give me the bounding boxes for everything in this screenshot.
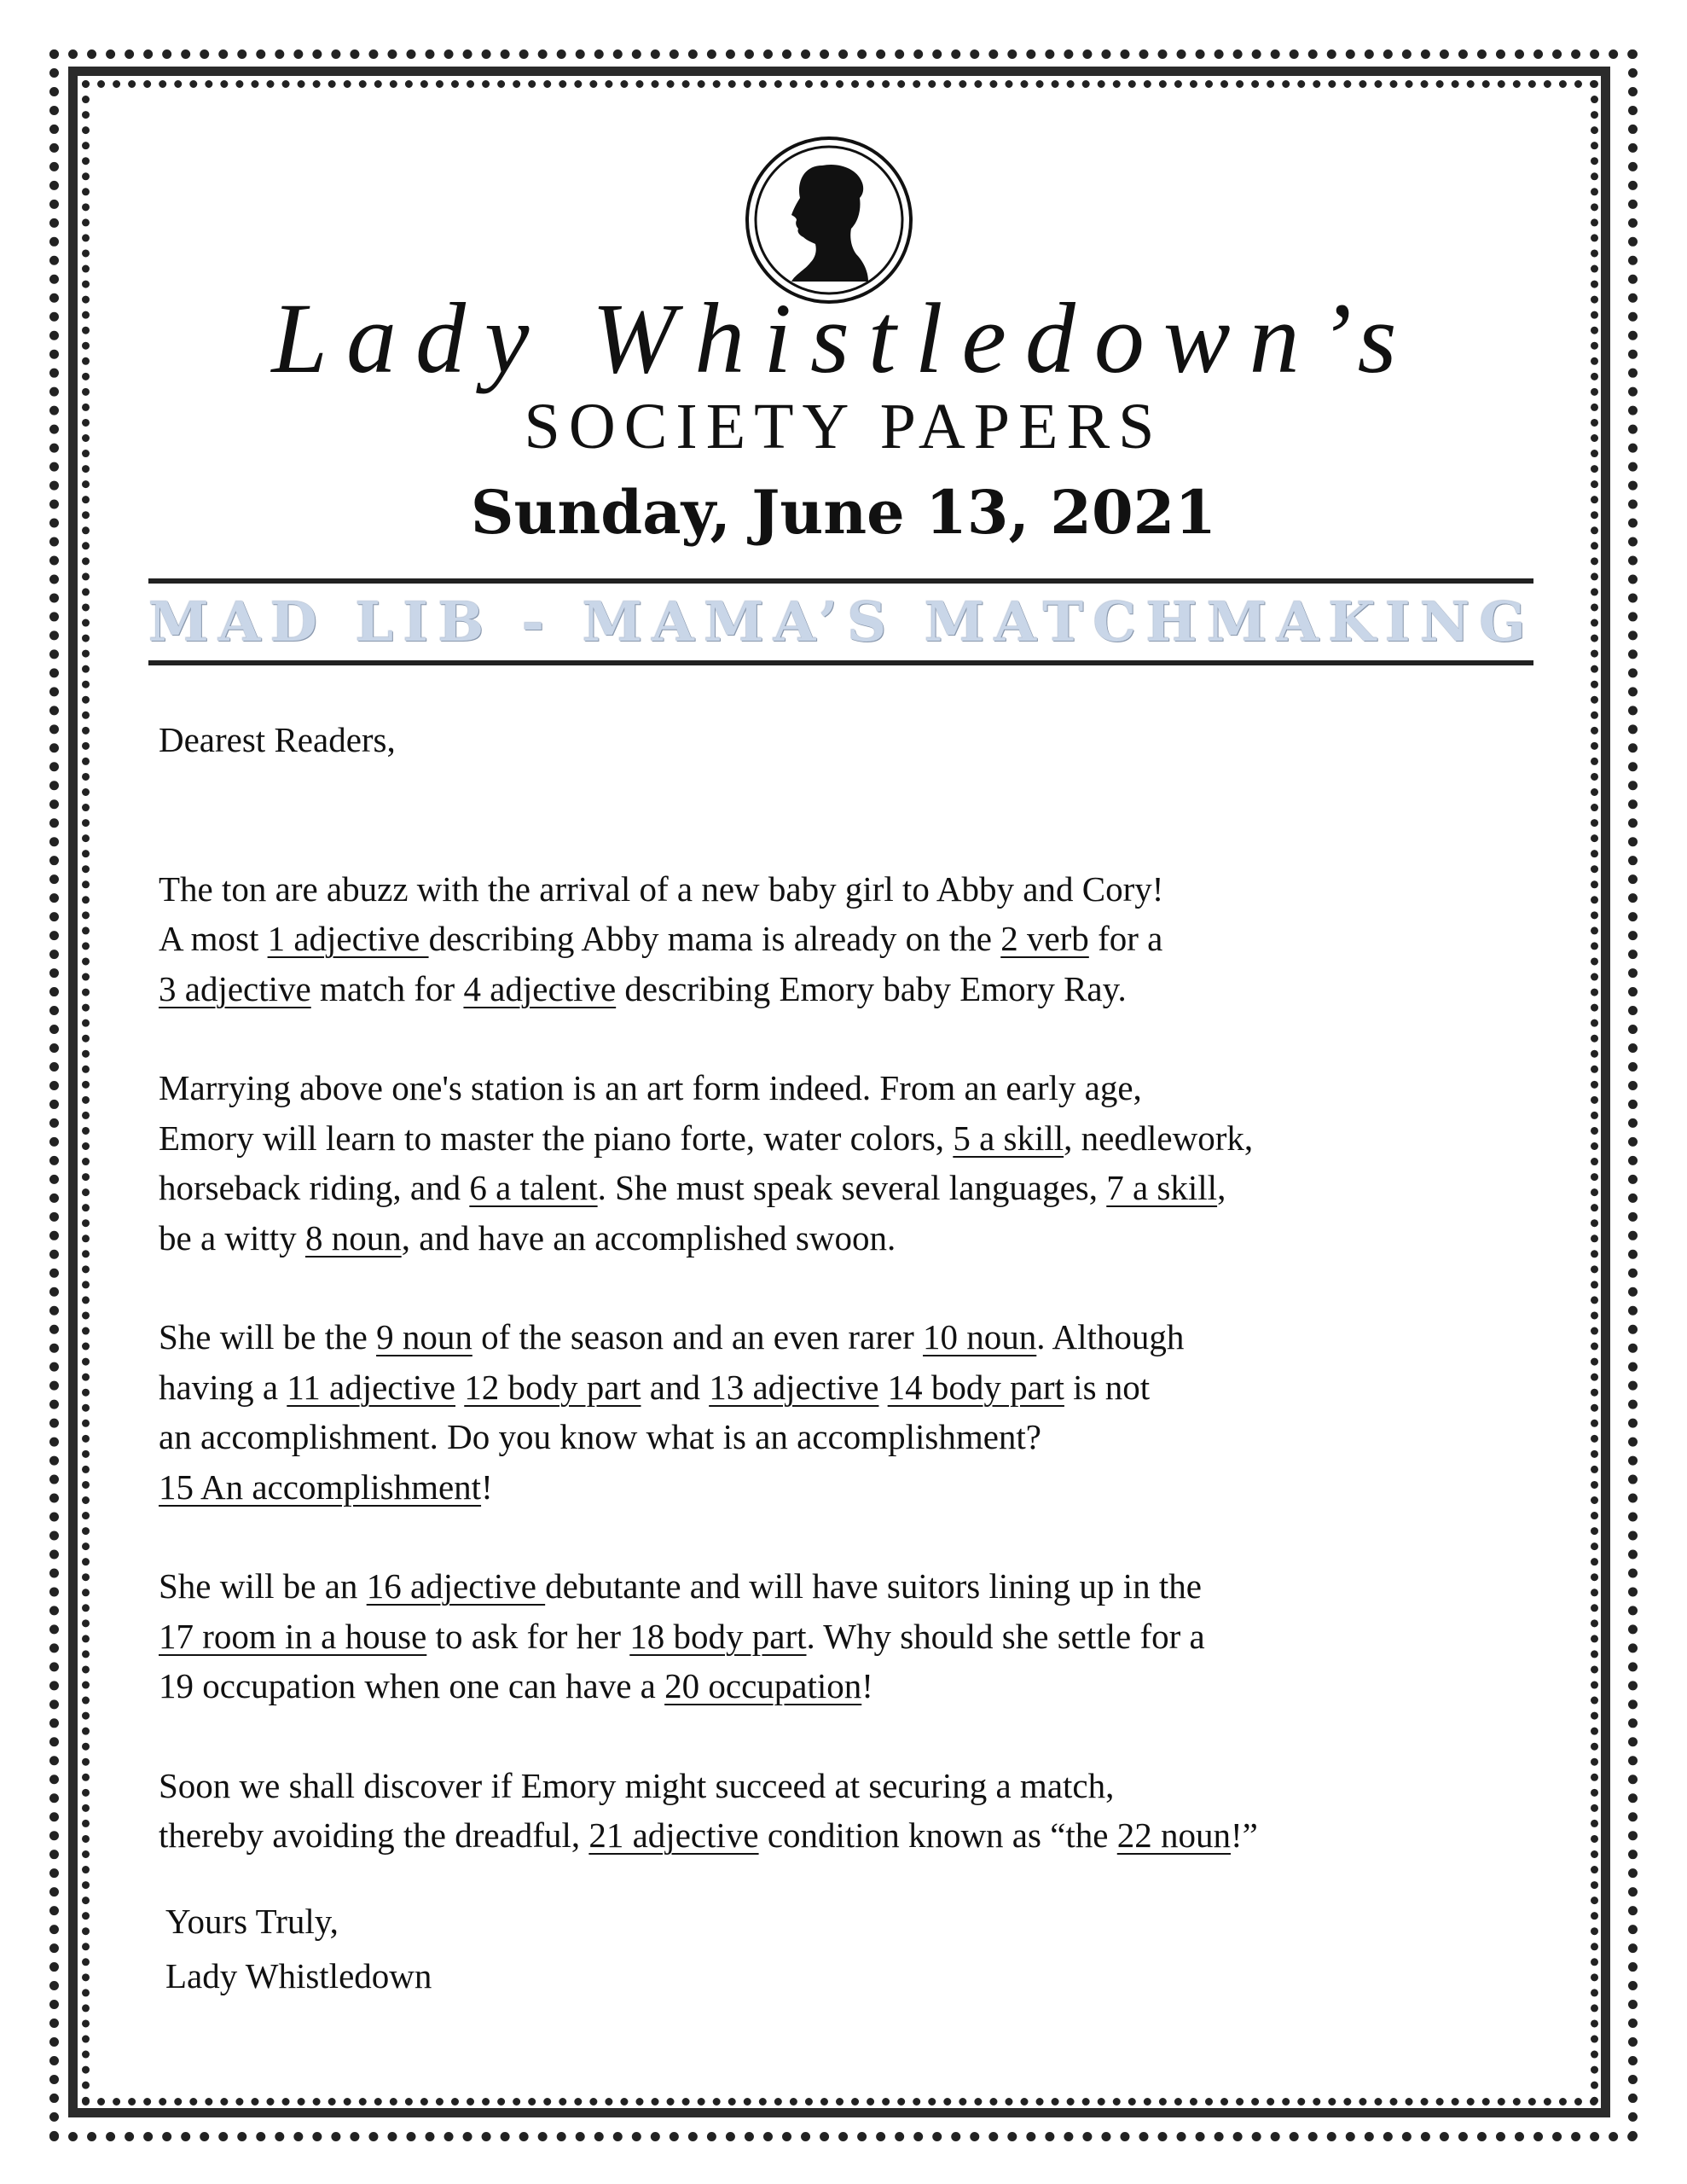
letter-closing bbox=[165, 1894, 432, 2003]
blank-7: 7 a skill bbox=[1106, 1168, 1218, 1207]
paragraph-5: Soon we shall discover if Emory might succeed at securing a match, thereby avoiding the dreadful, 21 adjective condition known as “the 22 noun!” bbox=[159, 1765, 1258, 1855]
blank-1: 1 adjective bbox=[267, 919, 429, 958]
blank-17: 17 room in a house bbox=[159, 1616, 427, 1656]
blank-18: 18 body part bbox=[629, 1616, 807, 1656]
blank-21: 21 adjective bbox=[588, 1815, 759, 1855]
closing-phrase: Yours Truly, bbox=[165, 1902, 339, 1941]
salutation: Dearest Readers, bbox=[159, 720, 396, 759]
blank-11: 11 adjective bbox=[287, 1367, 455, 1407]
blank-16: 16 adjective bbox=[366, 1566, 546, 1606]
paragraph-4: She will be an 16 adjective debutante and will have suitors lining up in the 17 room in a house to ask for her 18 body part. Why should she settle for a 19 occupation when one can have a 20 occupation! bbox=[159, 1566, 1205, 1705]
silhouette-cameo-icon bbox=[744, 135, 914, 305]
masthead-title: Lady Whistledown’s bbox=[271, 282, 1416, 394]
blank-14: 14 body part bbox=[887, 1367, 1064, 1407]
blank-3: 3 adjective bbox=[159, 968, 311, 1008]
paragraph-3: She will be the 9 noun of the season and an even rarer 10 noun. Although having a 11 adjective 12 body part and 13 adjective 14 body part is not an accomplishment. Do you know what is an accomplishment? 15 An accomplishment! bbox=[159, 1317, 1185, 1507]
blank-13: 13 adjective bbox=[709, 1367, 879, 1407]
letter-body bbox=[159, 715, 1557, 1861]
paragraph-2: Marrying above one's station is an art form indeed. From an early age, Emory will learn to master the piano forte, water colors, 5 a skill, needlework, horseback riding, and 6 a talent. She must speak several languages, 7 a skill, be a witty 8 noun, and have an accomplished swoon. bbox=[159, 1068, 1254, 1258]
blank-5: 5 a skill bbox=[953, 1118, 1064, 1158]
blank-2: 2 verb bbox=[1000, 919, 1089, 958]
banner-top-rule bbox=[148, 578, 1533, 584]
issue-date: Sunday, June 13, 2021 bbox=[470, 477, 1217, 548]
blank-20: 20 occupation bbox=[664, 1666, 862, 1705]
masthead-subtitle: SOCIETY PAPERS bbox=[524, 391, 1163, 462]
blank-12: 12 body part bbox=[464, 1367, 641, 1407]
paragraph-1: The ton are abuzz with the arrival of a new baby girl to Abby and Cory! A most 1 adjective describing Abby mama is already on the 2 verb for a 3 adjective match for 4 adjective describing Emory baby Emory Ray. bbox=[159, 868, 1164, 1008]
banner-bottom-rule bbox=[148, 660, 1533, 665]
blank-9: 9 noun bbox=[376, 1317, 472, 1356]
blank-10: 10 noun bbox=[923, 1317, 1037, 1356]
blank-15: 15 An accomplishment bbox=[159, 1467, 482, 1507]
section-banner: MAD LIB - MAMA’S MATCHMAKING bbox=[148, 590, 1535, 654]
blank-8: 8 noun bbox=[304, 1217, 402, 1258]
blank-4: 4 adjective bbox=[463, 968, 617, 1008]
blank-6: 6 a talent bbox=[469, 1168, 598, 1207]
signature: Lady Whistledown bbox=[165, 1956, 432, 1995]
blank-22: 22 noun bbox=[1116, 1815, 1231, 1855]
